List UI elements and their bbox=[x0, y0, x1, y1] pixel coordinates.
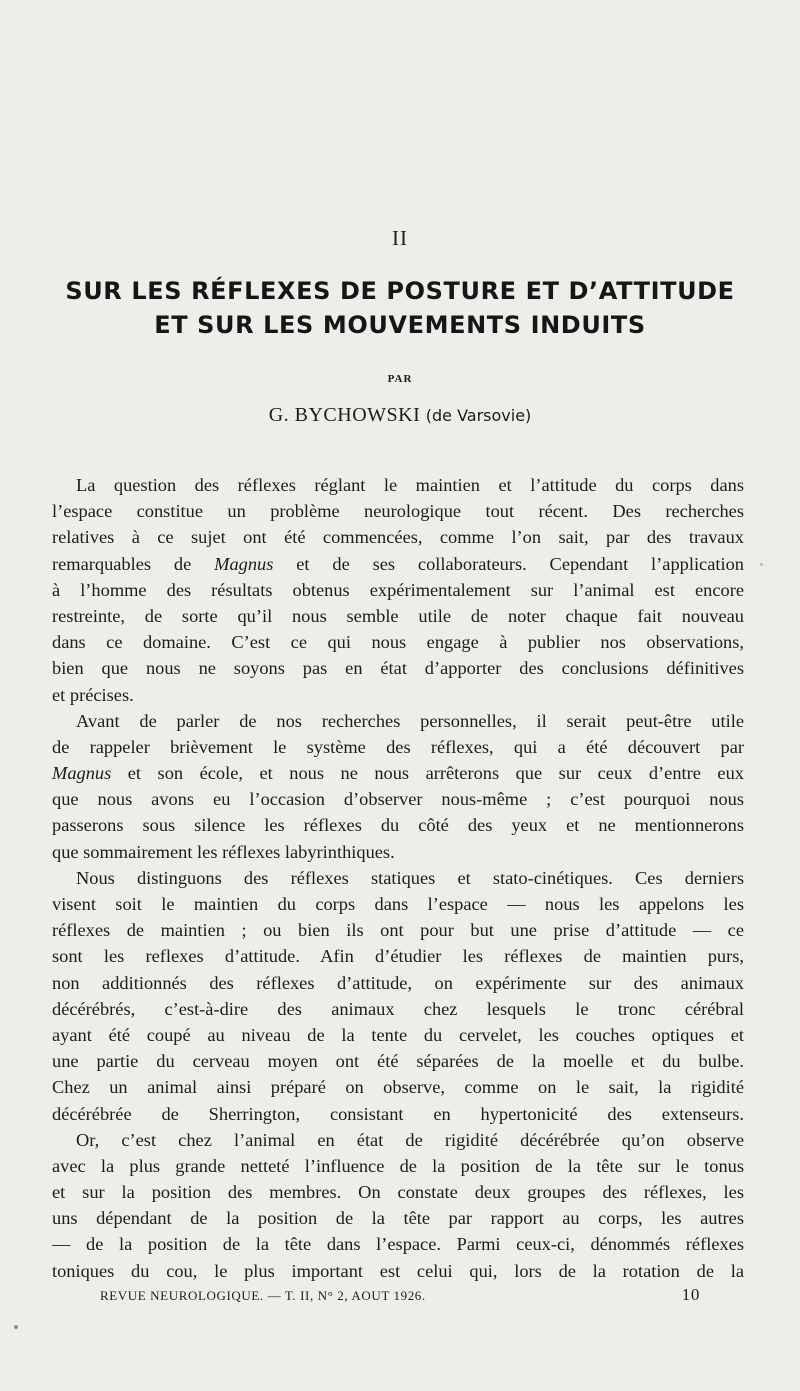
body-line-head: remarquables de bbox=[52, 553, 215, 574]
journal-reference: REVUE NEUROLOGIQUE. — T. II, N° 2, AOUT 1926. bbox=[100, 1288, 426, 1303]
body-line: et sur la position des membres. On constate deux groupes des réflexes, les bbox=[52, 1182, 744, 1203]
body-line: Nous distinguons des réflexes statiques et stato-cinétiques. Ces derniers bbox=[76, 867, 744, 888]
article-title bbox=[40, 274, 760, 342]
page-number: 10 bbox=[681, 1285, 700, 1304]
body-line-magnus bbox=[52, 551, 744, 577]
scan-speck bbox=[760, 563, 763, 566]
body-line: que nous avons eu l’occasion d’observer nous-même ; c’est pourquoi nous bbox=[52, 789, 744, 810]
body-line: restreinte, de sorte qu’il nous semble utile de noter chaque fait nouveau bbox=[52, 605, 744, 626]
body-line: dans ce domaine. C’est ce qui nous engage à publier nos observations, bbox=[52, 632, 744, 653]
page-footer bbox=[100, 1285, 700, 1307]
body-line: toniques du cou, le plus important est celui qui, lors de la rotation de la bbox=[52, 1260, 744, 1281]
by-label: PAR bbox=[387, 373, 413, 385]
body-line: La question des réflexes réglant le maintien et l’attitude du corps dans bbox=[76, 475, 744, 495]
body-line: ayant été coupé au niveau de la tente du cervelet, les couches optiques et bbox=[52, 1024, 744, 1045]
body-line: avec la plus grande netteté l’influence de la position de la tête sur le tonus bbox=[52, 1155, 744, 1176]
body-line-tail: et de ses collaborateurs. Cependant l’application bbox=[273, 553, 744, 574]
body-line-tail: et son école, et nous ne nous arrêterons que sur ceux d’entre eux bbox=[111, 763, 744, 784]
author-name: G. BYCHOWSKI bbox=[268, 404, 421, 426]
body-line: Or, c’est chez l’animal en état de rigidité décérébrée qu’on observe bbox=[76, 1129, 744, 1150]
body-line-magnus-2 bbox=[52, 760, 744, 786]
body-line: Avant de parler de nos recherches personnelles, il serait peut-être utile bbox=[76, 710, 744, 731]
author-line bbox=[0, 404, 800, 427]
author-affiliation: (de Varsovie) bbox=[425, 406, 532, 425]
body-line: — de la position de la tête dans l’espace. Parmi ceux-ci, dénommés réflexes bbox=[52, 1234, 744, 1255]
body-line: et précises. bbox=[52, 684, 134, 705]
body-line: une partie du cerveau moyen ont été séparées de la moelle et du bulbe. bbox=[52, 1051, 744, 1072]
body-line: sont les reflexes d’attitude. Afin d’étudier les réflexes de maintien purs, bbox=[52, 946, 744, 967]
magnus-name: Magnus bbox=[52, 763, 112, 784]
body-line: non additionnés des réflexes d’attitude, on expérimente sur des animaux bbox=[52, 972, 744, 993]
body-line: décérébrée de Sherrington, consistant en hypertonicité des extenseurs. bbox=[52, 1103, 744, 1124]
body-line: de rappeler brièvement le système des réflexes, qui a été découvert par bbox=[52, 736, 744, 757]
body-line: uns dépendant de la position de la tête par rapport au corps, les autres bbox=[52, 1208, 744, 1229]
body-line: passerons sous silence les réflexes du côté des yeux et ne mentionnerons bbox=[52, 815, 744, 836]
section-number: II bbox=[392, 226, 408, 250]
body-line: décérébrés, c’est-à-dire des animaux chez lesquels le tronc cérébral bbox=[52, 998, 744, 1019]
body-line: réflexes de maintien ; ou bien ils ont pour but une prise d’attitude — ce bbox=[52, 920, 744, 941]
body-line: que sommairement les réflexes labyrinthiques. bbox=[52, 841, 395, 862]
body-line: l’espace constitue un problème neurologique tout récent. Des recherches bbox=[52, 501, 744, 522]
body-line: bien que nous ne soyons pas en état d’apporter des conclusions définitives bbox=[52, 658, 744, 679]
scan-speck bbox=[14, 1325, 18, 1329]
article-body bbox=[52, 472, 744, 1284]
title-line-1: SUR LES RÉFLEXES DE POSTURE ET D’ATTITUDE bbox=[65, 277, 735, 305]
title-line-2: ET SUR LES MOUVEMENTS INDUITS bbox=[154, 311, 646, 339]
body-line: Chez un animal ainsi préparé on observe, comme on le sait, la rigidité bbox=[52, 1077, 744, 1098]
body-line: relatives à ce sujet ont été commencées, comme l’on sait, par des travaux bbox=[52, 527, 744, 548]
magnus-name: Magnus bbox=[214, 553, 274, 574]
body-line: visent soit le maintien du corps dans l’espace — nous les appelons les bbox=[52, 894, 744, 914]
body-line: à l’homme des résultats obtenus expérimentalement sur l’animal est encore bbox=[52, 579, 744, 600]
